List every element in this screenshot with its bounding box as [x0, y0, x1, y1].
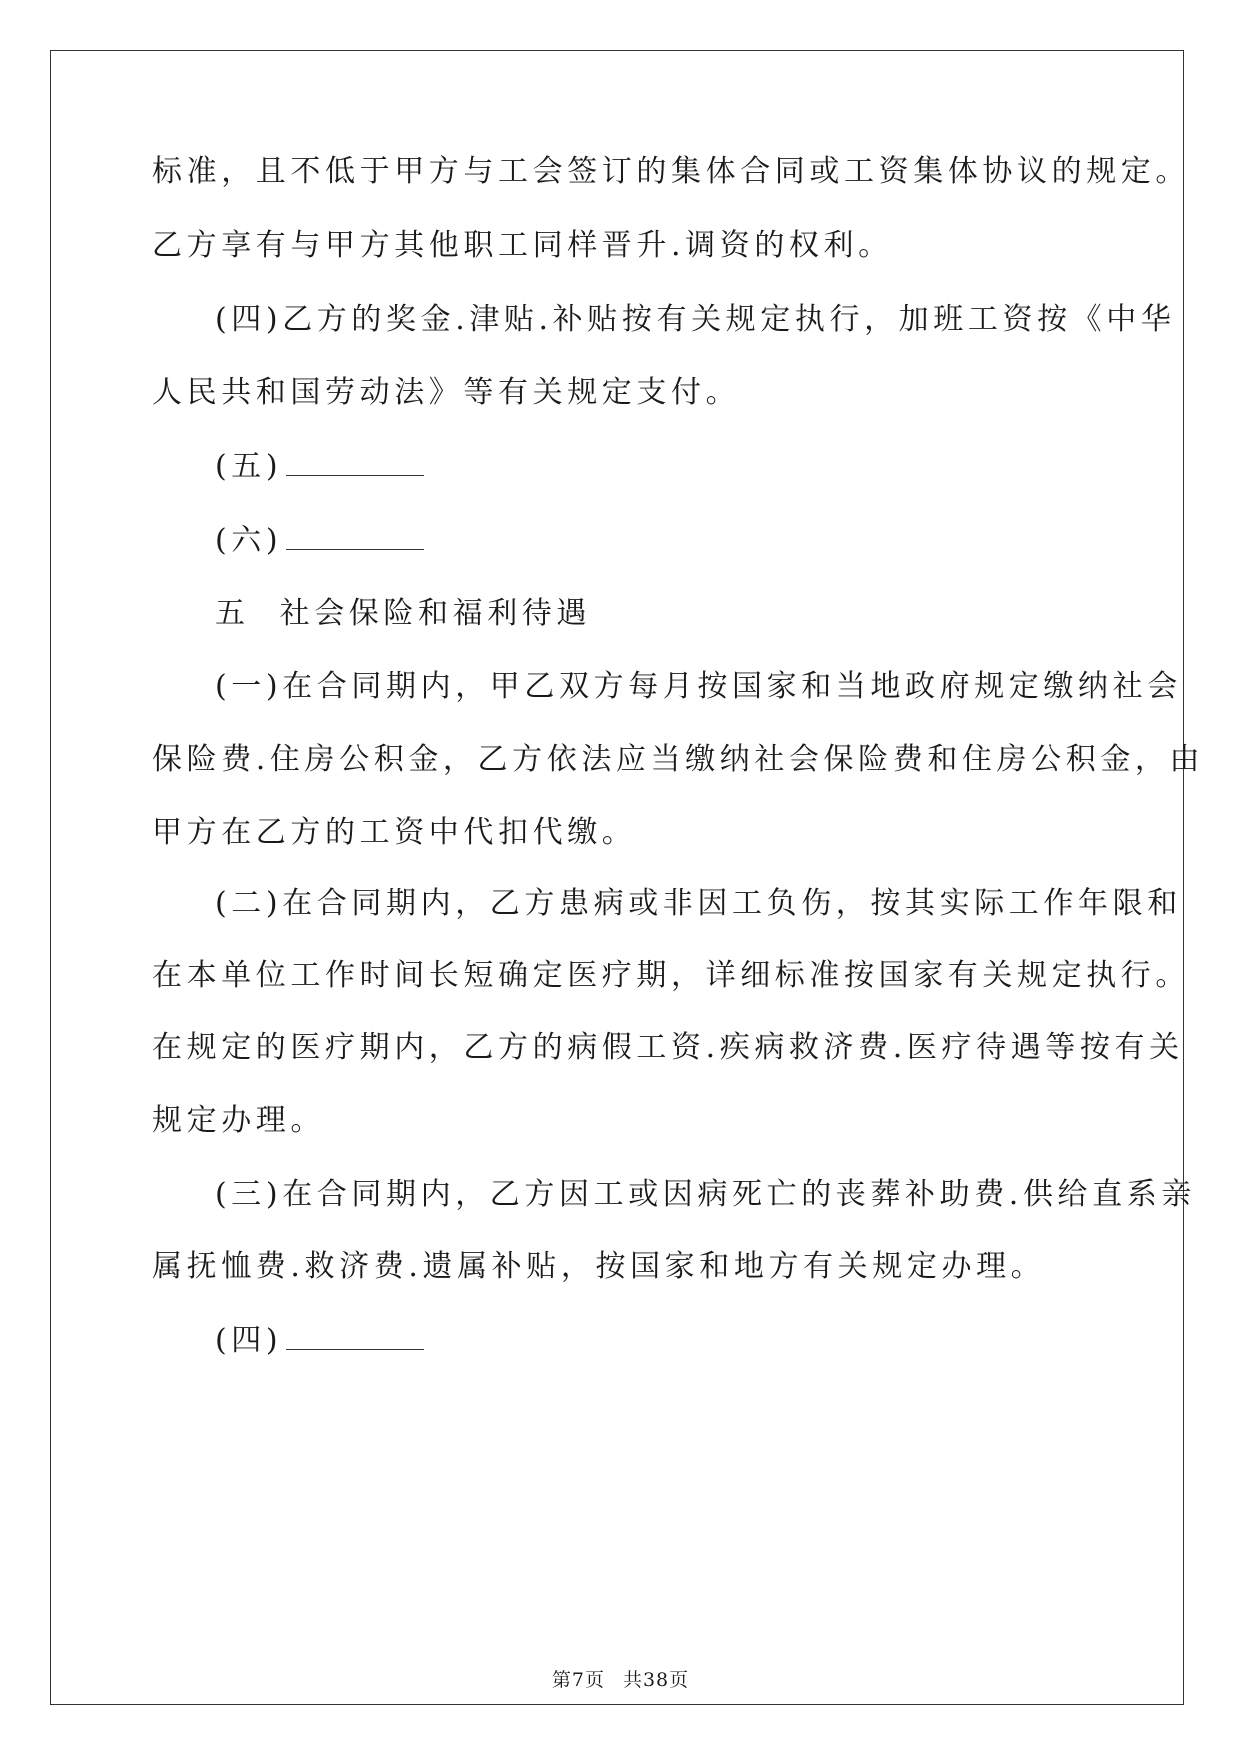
text-line: 在本单位工作时间长短确定医疗期，详细标准按国家有关规定执行。 — [152, 958, 1190, 993]
blank-item — [215, 521, 424, 561]
section-heading — [215, 594, 591, 634]
text-line: 属抚恤费.救济费.遗属补贴，按国家和地方有关规定办理。 — [152, 1249, 1046, 1284]
text-line: (四)乙方的奖金.津贴.补贴按有关规定执行，加班工资按《中华 — [215, 302, 1176, 337]
text-line: 乙方享有与甲方其他职工同样晋升.调资的权利。 — [152, 228, 893, 263]
page-footer — [0, 1665, 1241, 1692]
text-line: 甲方在乙方的工资中代扣代缴。 — [152, 815, 637, 850]
text-line: (二)在合同期内，乙方患病或非因工负伤，按其实际工作年限和 — [215, 886, 1182, 921]
page-number: 第7页 — [551, 1669, 605, 1691]
blank-item — [215, 1321, 424, 1361]
text-line: 标准，且不低于甲方与工会签订的集体合同或工资集体协议的规定。 — [152, 154, 1190, 189]
section-number: 五 — [215, 596, 250, 631]
fill-in-blank[interactable] — [286, 1321, 424, 1350]
blank-item — [215, 447, 424, 487]
fill-in-blank[interactable] — [286, 521, 424, 550]
item-label: (六) — [215, 523, 283, 558]
text-line: 保险费.住房公积金，乙方依法应当缴纳社会保险费和住房公积金，由 — [152, 742, 1205, 777]
section-title: 社会保险和福利待遇 — [279, 596, 592, 631]
item-label: (五) — [215, 449, 283, 484]
text-line: 规定办理。 — [152, 1103, 325, 1138]
page-total: 共38页 — [622, 1669, 690, 1691]
fill-in-blank[interactable] — [286, 447, 424, 476]
item-label: (四) — [215, 1323, 283, 1358]
text-line: 人民共和国劳动法》等有关规定支付。 — [152, 375, 741, 410]
page-border — [50, 50, 1184, 1705]
text-line: (三)在合同期内，乙方因工或因病死亡的丧葬补助费.供给直系亲 — [215, 1177, 1196, 1212]
text-line: 在规定的医疗期内，乙方的病假工资.疾病救济费.医疗待遇等按有关 — [152, 1030, 1184, 1065]
text-line: (一)在合同期内，甲乙双方每月按国家和当地政府规定缴纳社会 — [215, 669, 1182, 704]
